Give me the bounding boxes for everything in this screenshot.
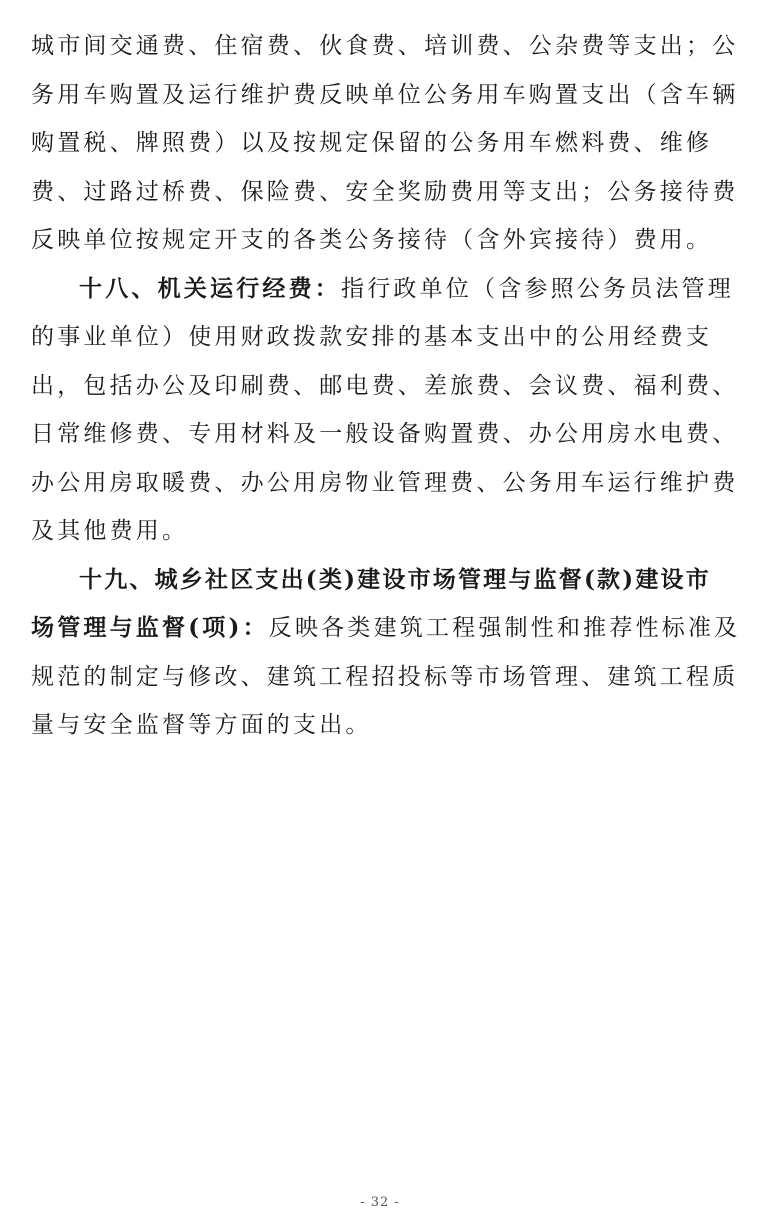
body-text-line: 购置税、牌照费）以及按规定保留的公务用车燃料费、维修: [31, 130, 713, 156]
body-text-line: 城市间交通费、住宿费、伙食费、培训费、公杂费等支出；公: [31, 33, 739, 59]
page-number: - 32 -: [360, 1195, 400, 1210]
section-18-text: 指行政单位（含参照公务员法管理: [341, 275, 734, 302]
section-19-heading: 十九、城乡社区支出(类)建设市场管理与监督(款)建设市: [79, 565, 711, 593]
body-text-line: 务用车购置及运行维护费反映单位公务用车购置支出（含车辆: [31, 81, 739, 108]
section-18-first-line: [31, 265, 734, 314]
body-text-line: 量与安全监督等方面的支出。: [31, 712, 372, 738]
document-body: [31, 22, 741, 750]
section-18-heading: 十八、机关运行经费：: [79, 274, 341, 302]
body-text-line: 日常维修费、专用材料及一般设备购置费、办公用房水电费、: [31, 421, 739, 447]
section-19-heading-end: 场管理与监督(项)：: [31, 614, 269, 641]
body-text-line: 出，包括办公及印刷费、邮电费、差旅费、会议费、福利费、: [31, 372, 739, 399]
body-text-line: 费、过路过桥费、保险费、安全奖励费用等支出；公务接待费: [31, 178, 739, 205]
section-19-second-line: [31, 604, 741, 653]
body-text-line: 办公用房取暖费、办公用房物业管理费、公务用车运行维护费: [31, 469, 739, 496]
body-text-line: 的事业单位）使用财政拨款安排的基本支出中的公用经费支: [31, 324, 713, 350]
body-text-line: 及其他费用。: [31, 518, 189, 544]
body-text-line: 反映单位按规定开支的各类公务接待（含外宾接待）费用。: [31, 227, 713, 253]
body-text-line: 规范的制定与修改、建筑工程招投标等市场管理、建筑工程质: [31, 663, 739, 690]
section-19-text: 反映各类建筑工程强制性和推荐性标准及: [268, 615, 741, 641]
